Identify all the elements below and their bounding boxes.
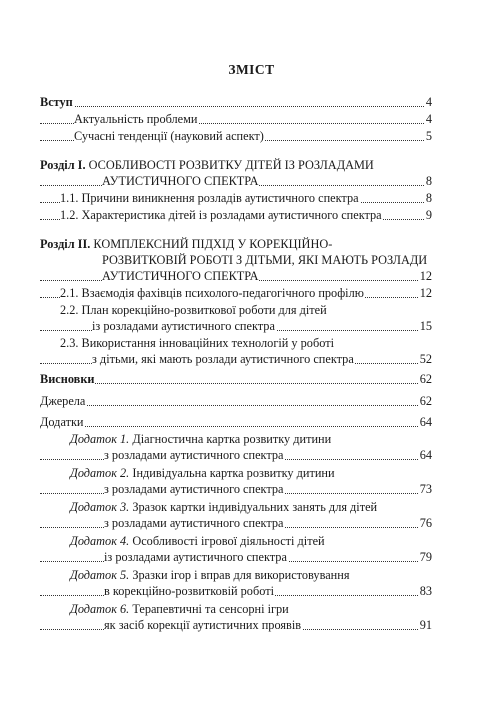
toc-entry-2-3[interactable] bbox=[40, 351, 432, 367]
toc-entry-1-1[interactable] bbox=[40, 190, 432, 206]
page-title: ЗМІСТ bbox=[228, 62, 275, 77]
appendix-title-cont: в корекційно-розвитковій роботі bbox=[104, 584, 274, 598]
entry-label: Джерела bbox=[40, 394, 86, 408]
appendix-title: Зразки ігор і вправ для використовування bbox=[132, 568, 350, 582]
entry-page: 8 bbox=[425, 174, 432, 188]
entry-label: Сучасні тенденції (науковий аспект) bbox=[74, 129, 264, 143]
appendix-prefix: Додаток 1. bbox=[70, 432, 130, 446]
entry-page: 15 bbox=[419, 319, 432, 333]
toc-appendix-5[interactable] bbox=[40, 583, 432, 599]
entry-label: 2.3. Використання інноваційних технологій у роботі bbox=[60, 336, 334, 350]
entry-page: 62 bbox=[419, 372, 432, 386]
toc-section-2-line1[interactable] bbox=[40, 236, 432, 252]
entry-page: 91 bbox=[419, 618, 432, 632]
toc-entry-1-2[interactable] bbox=[40, 207, 432, 223]
entry-page: 79 bbox=[419, 550, 432, 564]
entry-label: 1.2. Характеристика дітей із розладами аутистичного спектра bbox=[60, 208, 382, 222]
entry-label: 2.2. План корекційно-розвиткової роботи для дітей bbox=[60, 303, 327, 317]
section-title-cont: АУТИСТИЧНОГО СПЕКТРА bbox=[102, 269, 259, 283]
entry-page: 52 bbox=[419, 352, 432, 366]
toc-entry-2-2[interactable] bbox=[40, 318, 432, 334]
entry-page: 12 bbox=[419, 286, 432, 300]
entry-page: 62 bbox=[419, 394, 432, 408]
entry-page: 64 bbox=[419, 448, 432, 462]
toc-appendix-6[interactable] bbox=[40, 617, 432, 633]
entry-page: 12 bbox=[419, 269, 432, 283]
entry-label: Висновки bbox=[40, 372, 95, 386]
toc-entry-appendices[interactable] bbox=[40, 414, 432, 430]
toc-entry-2-1[interactable] bbox=[40, 285, 432, 301]
entry-label: Вступ bbox=[40, 95, 73, 109]
toc-appendix-6-line1[interactable] bbox=[70, 601, 462, 617]
appendix-prefix: Додаток 6. bbox=[70, 602, 130, 616]
appendix-prefix: Додаток 5. bbox=[70, 568, 130, 582]
dot-leader bbox=[40, 106, 432, 107]
toc-section-1-line1[interactable] bbox=[40, 157, 432, 173]
dot-leader bbox=[40, 383, 432, 384]
toc-appendix-3[interactable] bbox=[40, 515, 432, 531]
section-title: КОМПЛЕКСНИЙ ПІДХІД У КОРЕКЦІЙНО- bbox=[93, 237, 333, 251]
entry-page: 4 bbox=[425, 95, 432, 109]
toc-appendix-4-line1[interactable] bbox=[70, 533, 462, 549]
entry-label: 2.1. Взаємодія фахівців психолого-педагогічного профілю bbox=[60, 286, 364, 300]
appendix-title-cont: із розладами аутистичного спектра bbox=[104, 550, 287, 564]
appendix-prefix: Додаток 4. bbox=[70, 534, 130, 548]
toc-section-1[interactable] bbox=[40, 173, 432, 189]
toc-entry-conclusions[interactable] bbox=[40, 371, 432, 387]
section-prefix: Розділ ІІ. bbox=[40, 237, 91, 251]
appendix-title: Індивідуальна картка розвитку дитини bbox=[132, 466, 335, 480]
toc-section-2[interactable] bbox=[40, 268, 432, 284]
entry-label: Актуальність проблеми bbox=[74, 112, 198, 126]
toc-entry-sources[interactable] bbox=[40, 393, 432, 409]
appendix-title-cont: з розладами аутистичного спектра bbox=[104, 448, 284, 462]
toc-entry-2-2-line1[interactable] bbox=[60, 302, 452, 318]
toc-appendix-3-line1[interactable] bbox=[70, 499, 462, 515]
toc-appendix-5-line1[interactable] bbox=[70, 567, 462, 583]
toc-entry-relevance[interactable] bbox=[40, 111, 432, 127]
toc-entry-intro[interactable] bbox=[40, 94, 432, 110]
toc-appendix-2-line1[interactable] bbox=[70, 465, 462, 481]
entry-label-cont: з дітьми, які мають розлади аутистичного спектра bbox=[92, 352, 354, 366]
appendix-title-cont: як засіб корекції аутистичних проявів bbox=[104, 618, 302, 632]
entry-label-cont: із розладами аутистичного спектра bbox=[92, 319, 275, 333]
appendix-prefix: Додаток 2. bbox=[70, 466, 130, 480]
section-title: ОСОБЛИВОСТІ РОЗВИТКУ ДІТЕЙ ІЗ РОЗЛАДАМИ bbox=[88, 158, 374, 172]
entry-label: Додатки bbox=[40, 415, 84, 429]
appendix-title: Терапевтичні та сенсорні ігри bbox=[132, 602, 289, 616]
entry-page: 83 bbox=[419, 584, 432, 598]
entry-page: 8 bbox=[425, 191, 432, 205]
toc-section-2-line2[interactable] bbox=[102, 252, 494, 268]
section-prefix: Розділ І. bbox=[40, 158, 86, 172]
entry-page: 4 bbox=[425, 112, 432, 126]
section-title-cont: АУТИСТИЧНОГО СПЕКТРА bbox=[102, 174, 259, 188]
entry-page: 73 bbox=[419, 482, 432, 496]
entry-label: 1.1. Причини виникнення розладів аутистичного спектра bbox=[60, 191, 359, 205]
appendix-prefix: Додаток 3. bbox=[70, 500, 130, 514]
toc-appendix-2[interactable] bbox=[40, 481, 432, 497]
toc-entry-trends[interactable] bbox=[40, 128, 432, 144]
dot-leader bbox=[40, 405, 432, 406]
entry-page: 9 bbox=[425, 208, 432, 222]
appendix-title: Зразок картки індивідуальних занять для дітей bbox=[132, 500, 378, 514]
entry-page: 5 bbox=[425, 129, 432, 143]
toc-entry-2-3-line1[interactable] bbox=[60, 335, 452, 351]
dot-leader bbox=[40, 426, 432, 427]
appendix-title-cont: з розладами аутистичного спектра bbox=[104, 516, 284, 530]
appendix-title-cont: з розладами аутистичного спектра bbox=[104, 482, 284, 496]
entry-page: 76 bbox=[419, 516, 432, 530]
appendix-title: Діагностична картка розвитку дитини bbox=[132, 432, 332, 446]
toc-appendix-4[interactable] bbox=[40, 549, 432, 565]
section-title-cont: РОЗВИТКОВІЙ РОБОТІ З ДІТЬМИ, ЯКІ МАЮТЬ РОЗЛАДИ bbox=[102, 253, 428, 267]
appendix-title: Особливості ігрової діяльності дітей bbox=[132, 534, 325, 548]
entry-page: 64 bbox=[419, 415, 432, 429]
toc-appendix-1[interactable] bbox=[40, 447, 432, 463]
toc-appendix-1-line1[interactable] bbox=[70, 431, 462, 447]
